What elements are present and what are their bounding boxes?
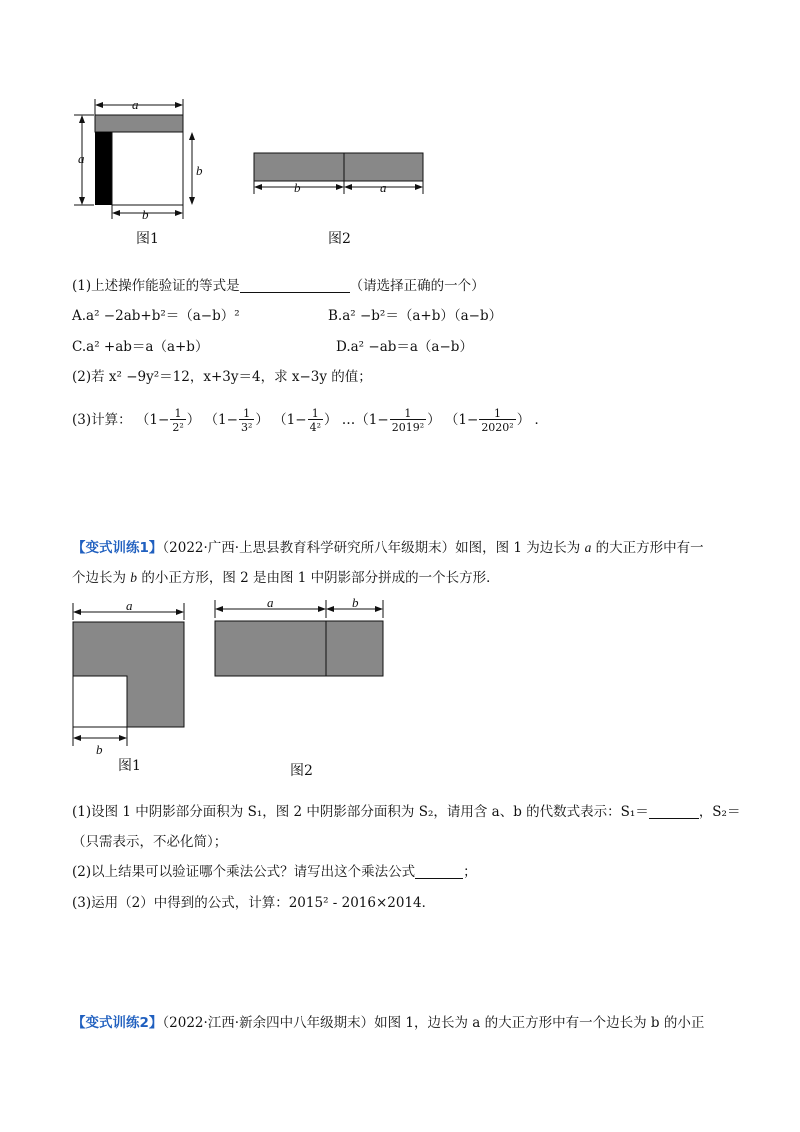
p1-q2: (2)若 x² −9y²＝12，x+3y＝4，求 x−3y 的值； <box>72 369 372 385</box>
p1-q1-suffix: （请选择正确的一个） <box>349 278 485 294</box>
p1-figure2 <box>250 150 430 200</box>
p1-option-a: A.a² −2ab+b²＝（a−b）² <box>72 308 240 324</box>
p2-tag: 【变式训练1】 <box>72 540 163 556</box>
p2-f2-label-b: b <box>352 598 359 610</box>
p3-tag: 【变式训练2】 <box>72 1015 163 1031</box>
p1-q3-end: ． <box>534 412 549 428</box>
p3-text: （2022·江西·新余四中八年级期末）如图 1，边长为 a 的大正方形中有一个边长为 b 的小正 <box>162 1015 705 1031</box>
p2-f1-label-a: a <box>126 598 133 613</box>
p1-q3-term: （1− $\frac{1}{\text{2020²}}$ ） <box>444 407 531 434</box>
p1-q3-term: （1− $\frac{1}{\text{2²}}$ ） <box>135 407 201 434</box>
p2-f1-label-b: b <box>96 742 103 757</box>
p1-f1-caption: 图1 <box>136 231 159 247</box>
p2-q2-text: (2)以上结果可以验证哪个乘法公式？请写出这个乘法公式 <box>72 864 416 880</box>
p1-q3 <box>72 408 548 433</box>
p3-header <box>72 1013 704 1033</box>
p2-q1-line2: （只需表示，不必化简）； <box>72 834 228 850</box>
p2-source-mid: 的大正方形中有一 <box>595 540 704 556</box>
p2-q1 <box>72 802 740 822</box>
p2-figure1 <box>66 598 196 758</box>
p1-q3-term: …（1− $\frac{1}{\text{2019²}}$ ） <box>341 407 441 434</box>
p1-f1-label-a-top: a <box>132 97 139 112</box>
p1-q3-term: （1− $\frac{1}{\text{3²}}$ ） <box>204 407 269 434</box>
p1-f1-label-b-right: b <box>196 163 203 178</box>
p2-f2-label-a: a <box>267 598 274 610</box>
p1-q1 <box>72 276 485 296</box>
p2-q2: (2)以上结果可以验证哪个乘法公式？请写出这个乘法公式 ； <box>72 864 477 880</box>
p1-q1-blank[interactable] <box>240 278 350 293</box>
p2-figure2 <box>210 598 390 680</box>
p2-q3: (3)运用（2）中得到的公式，计算：2015² ‐ 2016×2014． <box>72 895 436 911</box>
p2-var-b: b <box>130 570 138 585</box>
p1-q3-term: （1− $\frac{1}{\text{4²}}$ ） <box>273 407 338 434</box>
p1-f1-label-b-bottom: b <box>142 207 149 220</box>
p1-option-c: C.a² +ab＝a（a+b） <box>72 339 209 355</box>
p2-f2-caption: 图2 <box>290 763 313 779</box>
p2-var-a: a <box>584 540 592 555</box>
p2-f1-caption: 图1 <box>118 758 141 774</box>
p2-source: （2022·广西·上思县教育科学研究所八年级期末）如图，图 1 为边长为 <box>162 540 581 556</box>
p2-q1-blank-s1[interactable] <box>649 804 699 819</box>
p1-q1-prefix: (1)上述操作能验证的等式是 <box>72 278 240 294</box>
p1-f1-label-a-left: a <box>78 151 85 166</box>
p2-q1-text: (1)设图 1 中阴影部分面积为 S₁，图 2 中阴影部分面积为 S₂，请用含 a、b 的代数式表示：S₁＝ <box>72 804 649 820</box>
p2-q2-blank[interactable] <box>415 864 463 879</box>
p1-figure1 <box>70 95 210 220</box>
p1-f2-caption: 图2 <box>328 231 351 247</box>
p2-line2: 个边长为 b 的小正方形，图 2 是由图 1 中阴影部分拼成的一个长方形． <box>72 570 500 586</box>
p1-option-b: B.a² −b²＝（a+b）（a−b） <box>328 308 503 324</box>
p1-f2-label-b: b <box>294 180 301 195</box>
p2-q1-mid: ，S₂＝ <box>698 804 741 820</box>
p1-option-d: D.a² −ab＝a（a−b） <box>336 339 473 355</box>
p1-q3-prefix: (3)计算： <box>72 412 132 428</box>
p2-header <box>72 538 704 558</box>
p1-f2-label-a: a <box>380 180 387 195</box>
